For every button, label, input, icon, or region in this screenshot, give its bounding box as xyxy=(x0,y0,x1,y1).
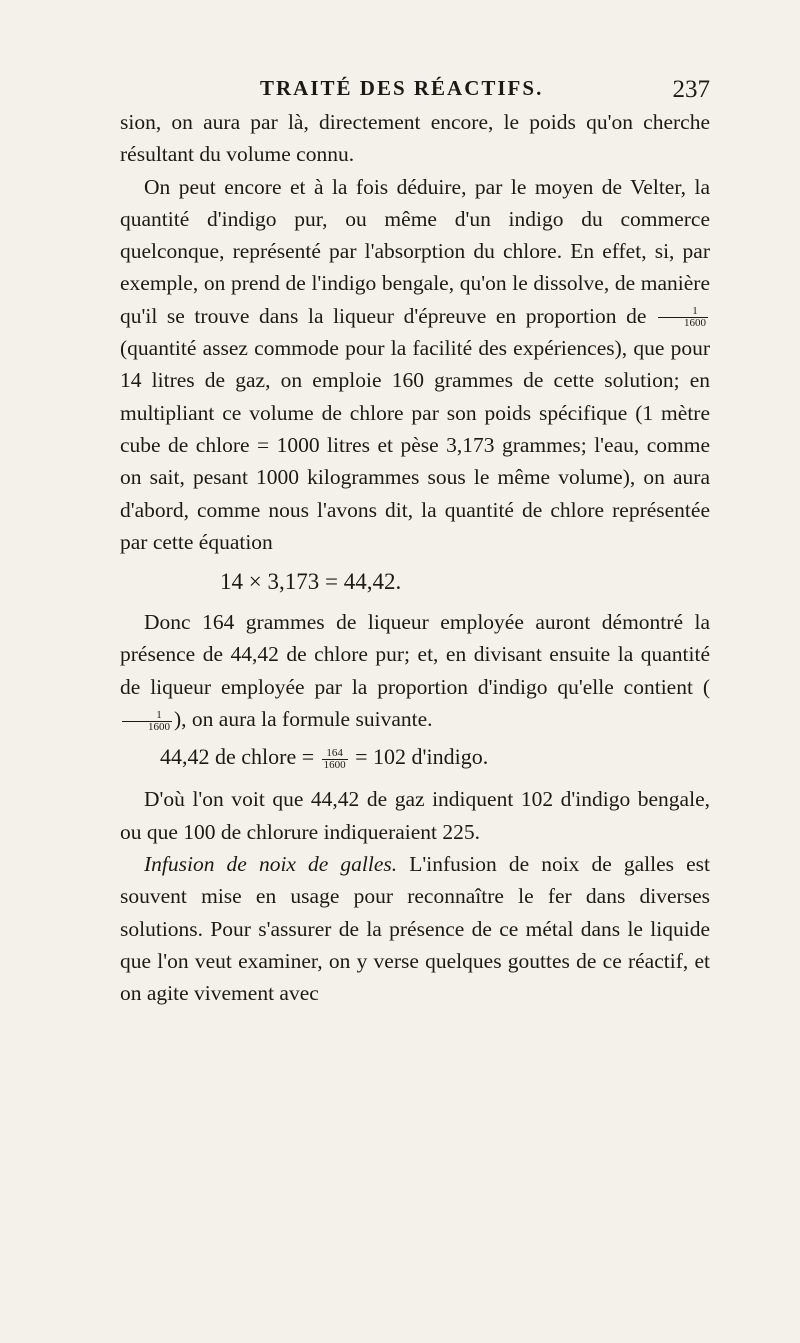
section-title-infusion: Infusion de noix de galles. xyxy=(144,851,398,876)
paragraph-3-text-a: Donc 164 grammes de liqueur employée auront démontré la présence de 44,42 de chlore pur; et, en divisant ensuite la quantité de liqueur employée par la proportion d'indigo qu'elle contient ( xyxy=(120,610,710,699)
paragraph-2 xyxy=(120,171,710,559)
fraction-numerator: 1 xyxy=(122,710,172,722)
paragraph-5-text: L'infusion de noix de galles est souvent mise en usage pour reconnaître le fer dans diverses solutions. Pour s'assurer de la présence de ce métal dans le liquide que l'on veut examiner, on y verse quelques gouttes de ce réactif, et on agite vivement avec xyxy=(120,851,711,1006)
running-head: TRAITÉ DES RÉACTIFS. xyxy=(260,76,544,100)
paragraph-2-text-a: On peut encore et à la fois déduire, par le moyen de Velter, la quantité d'indigo pur, ou même d'un indigo du commerce quelconque, représenté par l'absorption du chlore. En effet, si, par exemple, on prend de l'indigo bengale, qu'on le dissolve, de manière qu'il se trouve dans la liqueur d'épreuve en proportion de xyxy=(120,174,710,328)
paragraph-3-text-b: ), on aura la formule suivante. xyxy=(174,707,433,732)
fraction-denominator: 1600 xyxy=(684,317,707,330)
paragraph-1: sion, on aura par là, directement encore, le poids qu'on cherche résultant du volume connu. xyxy=(120,110,710,167)
equation-chlore: 14 × 3,173 = 44,42. xyxy=(220,569,402,595)
equation-indigo xyxy=(120,735,710,783)
fraction-one-1600 xyxy=(658,306,708,329)
equation-indigo-left: 44,42 de chlore = xyxy=(160,744,315,770)
fraction-numerator: 164 xyxy=(322,748,348,760)
fraction-numerator: 1 xyxy=(658,306,708,318)
page-body xyxy=(120,106,710,1009)
paragraph-3 xyxy=(120,606,710,735)
paragraph-5 xyxy=(120,848,710,1009)
fraction-denominator: 1600 xyxy=(323,758,346,771)
equation-indigo-right: = 102 d'indigo. xyxy=(355,744,489,770)
fraction-denominator: 1600 xyxy=(148,720,170,733)
paragraph-4: D'où l'on voit que 44,42 de gaz indiquent 102 d'indigo bengale, ou que 100 de chlorure indiqueraient 225. xyxy=(120,787,710,844)
fraction-one-1600-b xyxy=(122,710,172,733)
page-number: 237 xyxy=(672,76,710,103)
fraction-164-1600 xyxy=(322,748,348,771)
paragraph-2-text-b: (quantité assez commode pour la facilité des expériences), que pour 14 litres de gaz, on emploie 160 grammes de cette solution; en multipliant ce volume de chlore par son poids spécifique (1 mètre cube de chlore = 1000 litres et pèse 3,173 grammes; l'eau, comme on sait, pesant 1000 kilogrammes sous le même volume), on aura d'abord, comme nous l'avons dit, la quantité de chlore représentée par cette équation xyxy=(120,336,710,554)
page-header xyxy=(120,76,710,110)
